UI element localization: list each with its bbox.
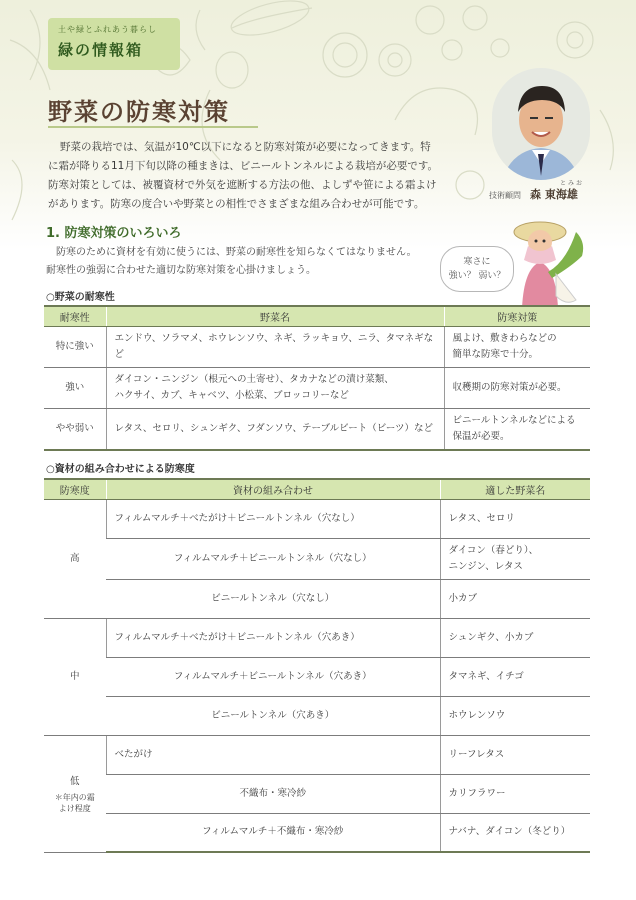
table-row: [44, 618, 590, 657]
text-line: リーフレタス: [448, 748, 505, 760]
suitable-vegetables: [440, 579, 590, 618]
level-note: よけ程度: [58, 803, 91, 813]
section-heading: 1. 防寒対策のいろいろ: [46, 226, 182, 241]
suitable-vegetables: [440, 499, 590, 538]
suitable-vegetables: [440, 538, 590, 579]
text-line: ホウレンソウ: [448, 709, 506, 721]
cold-tolerance-table: [44, 305, 590, 451]
intro-line: があります。防寒の度合いや野菜との相性でさまざまな組み合わせが可能です。: [48, 198, 425, 210]
badge-title: 緑の情報箱: [58, 41, 144, 59]
protection-measure: [444, 408, 590, 450]
text-line: タマネギ、イチゴ: [448, 670, 524, 682]
table-row: [44, 326, 590, 367]
column-header: 耐寒性: [44, 306, 106, 326]
table-row: [44, 579, 590, 618]
level-label: 低: [69, 775, 80, 787]
table-row: [44, 696, 590, 735]
table-caption: ○資材の組み合わせによる防寒度: [46, 464, 195, 475]
bubble-line: 強い？ 弱い？: [448, 271, 506, 281]
material-combo: べたがけ: [106, 735, 440, 774]
section-paragraph: [46, 244, 436, 280]
text-line: 収穫期の防寒対策が必要。: [452, 381, 567, 393]
table-row: [44, 813, 590, 852]
material-combination-table: [44, 478, 590, 853]
table-row: [44, 657, 590, 696]
material-combo: ビニールトンネル（穴あき）: [106, 696, 440, 735]
suitable-vegetables: [440, 813, 590, 852]
text-line: ビニールトンネルなどによる: [452, 414, 576, 426]
text-line: 風よけ、敷きわらなどの: [452, 332, 557, 344]
badge-subtitle: 土や緑とふれあう暮らし: [58, 25, 157, 34]
text-line: レタス、セロリ、シュンギク、フダンソウ、テーブルビート（ビーツ）など: [114, 422, 434, 434]
text-line: ナバナ、ダイコン（冬どり）: [448, 826, 571, 838]
text-line: 保温が必要。: [452, 430, 510, 442]
text-line: 小カブ: [448, 592, 478, 604]
table-row: [44, 408, 590, 450]
text-line: レタス、セロリ: [448, 512, 515, 524]
material-combo: フィルムマルチ＋べたがけ＋ビニールトンネル（穴あき）: [106, 618, 440, 657]
page-title: 野菜の防寒対策: [48, 98, 230, 126]
level-label: 高: [69, 552, 80, 564]
suitable-vegetables: [440, 696, 590, 735]
table-row: [44, 774, 590, 813]
table-row: [44, 735, 590, 774]
author-name-ruby: とみお: [560, 180, 585, 187]
table-row: [44, 499, 590, 538]
protection-measure: [444, 326, 590, 367]
level-note: ＊年内の霜: [54, 792, 95, 802]
vegetable-names: [106, 367, 444, 408]
table-caption: ○野菜の耐寒性: [46, 292, 115, 303]
speech-bubble: [440, 246, 514, 292]
farmer-illustration: [508, 212, 592, 308]
intro-line: 防寒対策としては、被覆資材で外気を遮断する方法の他、よしずや笹による霜よけ: [48, 179, 437, 191]
intro-line: に霜が降りる11月下旬以降の種まきは、ビニールトンネルによる栽培が必要です。: [48, 160, 438, 172]
title-underline: [48, 126, 258, 128]
level-label: 中: [69, 670, 80, 682]
protection-measure: [444, 367, 590, 408]
vegetable-names: [106, 326, 444, 367]
text-line: カリフラワー: [448, 787, 506, 799]
protection-level: [44, 735, 106, 852]
text-line: ダイコン（春どり）、: [448, 544, 539, 556]
suitable-vegetables: [440, 657, 590, 696]
column-header: 防寒対策: [444, 306, 590, 326]
column-header: 野菜名: [106, 306, 444, 326]
tolerance-level: やや弱い: [44, 408, 106, 450]
protection-level: [44, 499, 106, 618]
column-header: 資材の組み合わせ: [106, 479, 440, 499]
text-line: ニンジン、レタス: [448, 560, 523, 572]
tolerance-level: 強い: [44, 367, 106, 408]
text-line: ダイコン・ニンジン（根元への土寄せ）、タカナなどの漬け菜類、: [114, 373, 394, 385]
table-row: [44, 367, 590, 408]
material-combo: フィルムマルチ＋ビニールトンネル（穴あき）: [106, 657, 440, 696]
column-header: 防寒度: [44, 479, 106, 499]
section-line: 耐寒性の強弱に合わせた適切な防寒対策を心掛けましょう。: [46, 265, 316, 276]
suitable-vegetables: [440, 735, 590, 774]
vegetable-names: [106, 408, 444, 450]
text-line: ハクサイ、カブ、キャベツ、小松菜、ブロッコリーなど: [114, 389, 349, 401]
material-combo: フィルムマルチ＋不織布・寒冷紗: [106, 813, 440, 852]
intro-paragraph: [48, 138, 463, 214]
author-role: 技術顧問: [489, 191, 521, 200]
text-line: 簡単な防寒で十分。: [452, 348, 539, 360]
section-badge: [48, 18, 180, 70]
text-line: エンドウ、ソラマメ、ホウレンソウ、ネギ、ラッキョウ、ニラ、タマネギなど: [114, 332, 434, 360]
protection-level: [44, 618, 106, 735]
bubble-line: 寒さに: [463, 257, 491, 267]
author-portrait: [492, 68, 590, 180]
suitable-vegetables: [440, 774, 590, 813]
material-combo: フィルムマルチ＋ビニールトンネル（穴なし）: [106, 538, 440, 579]
suitable-vegetables: [440, 618, 590, 657]
table-row: [44, 538, 590, 579]
intro-line: 野菜の栽培では、気温が10℃以下になると防寒対策が必要になってきます。特: [60, 141, 431, 153]
material-combo: ビニールトンネル（穴なし）: [106, 579, 440, 618]
author-name: 森 東海雄: [530, 188, 578, 201]
tolerance-level: 特に強い: [44, 326, 106, 367]
text-line: シュンギク、小カブ: [448, 631, 534, 643]
section-line: 防寒のために資材を有効に使うには、野菜の耐寒性を知らなくてはなりません。: [56, 247, 417, 258]
material-combo: 不織布・寒冷紗: [106, 774, 440, 813]
material-combo: フィルムマルチ＋べたがけ＋ビニールトンネル（穴なし）: [106, 499, 440, 538]
column-header: 適した野菜名: [440, 479, 590, 499]
